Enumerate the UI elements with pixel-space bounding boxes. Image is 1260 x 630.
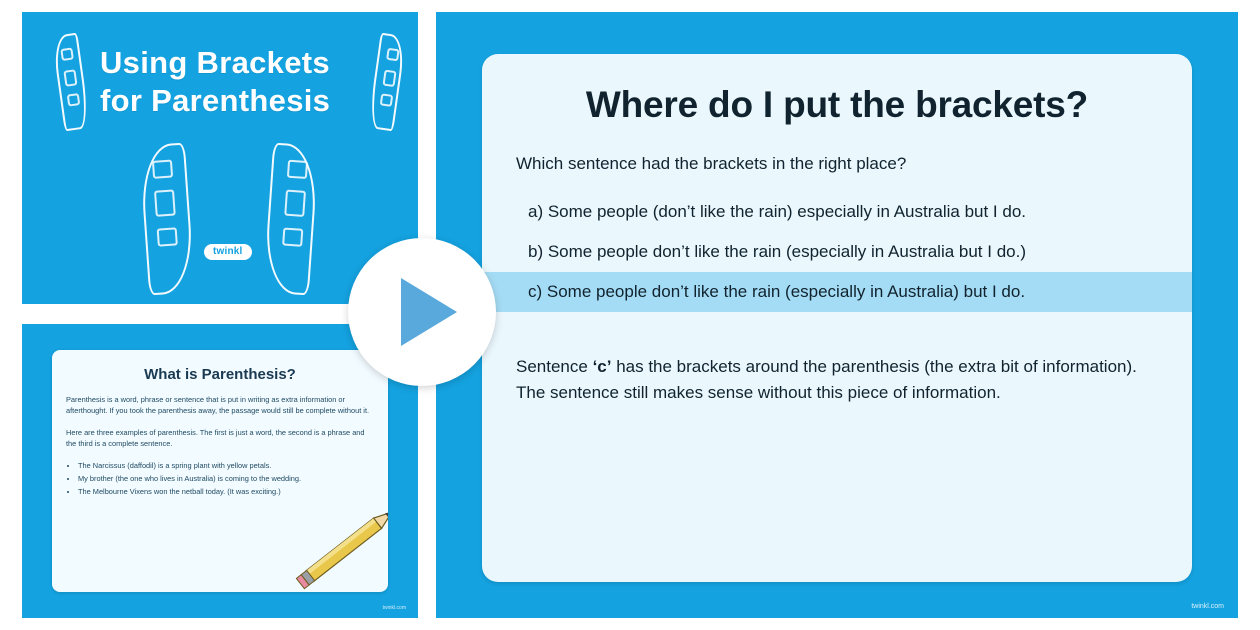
parenthesis-paragraph-2: Here are three examples of parenthesis. The first is just a word, the second is a phrase and the third is a complete sentence. bbox=[66, 428, 365, 449]
explanation-text bbox=[516, 354, 1158, 405]
bracket-decor-bottom-left-icon bbox=[139, 143, 195, 296]
title-slide-thumbnail[interactable] bbox=[22, 12, 418, 304]
bracket-decor-top-left-icon bbox=[51, 33, 90, 132]
info-slide-credit: twinkl.com bbox=[382, 605, 406, 611]
list-item: • The Narcissus (daffodil) is a spring plant with yellow petals. bbox=[78, 460, 374, 472]
parenthesis-card bbox=[52, 350, 388, 592]
play-button[interactable] bbox=[348, 238, 496, 386]
answer-option-b[interactable]: b) Some people don’t like the rain (especially in Australia but I do.) bbox=[528, 242, 1026, 262]
play-icon bbox=[401, 278, 457, 346]
parenthesis-slide-thumbnail[interactable] bbox=[22, 324, 418, 618]
bracket-decor-bottom-right-icon bbox=[263, 143, 319, 296]
answer-options-list bbox=[482, 192, 1192, 312]
list-item: • The Melbourne Vixens won the netball today. (It was exciting.) bbox=[78, 486, 374, 498]
main-slide-card bbox=[482, 54, 1192, 582]
parenthesis-examples-list bbox=[78, 460, 374, 498]
parenthesis-paragraph-1: Parenthesis is a word, phrase or sentence that is put in writing as extra information or afterthought. If you took the parenthesis away, the passage would still be complete without it. bbox=[66, 395, 370, 415]
question-text: Which sentence had the brackets in the right place? bbox=[516, 154, 907, 173]
answer-option-c[interactable]: c) Some people don’t like the rain (especially in Australia) but I do. bbox=[482, 272, 1192, 312]
main-slide-panel bbox=[436, 12, 1238, 618]
title-slide-heading: Using Brackets for Parenthesis bbox=[100, 45, 331, 118]
list-item: • My brother (the one who lives in Australia) is coming to the wedding. bbox=[78, 473, 374, 485]
explanation-prefix: Sentence bbox=[516, 357, 593, 377]
pencil-icon bbox=[288, 502, 388, 592]
page-title: Where do I put the brackets? bbox=[585, 84, 1089, 125]
parenthesis-card-title: What is Parenthesis? bbox=[144, 366, 296, 383]
main-slide-credit: twinkl.com bbox=[1191, 603, 1224, 610]
twinkl-logo: twinkl bbox=[204, 244, 252, 260]
answer-option-a[interactable]: a) Some people (don’t like the rain) especially in Australia but I do. bbox=[528, 202, 1026, 221]
explanation-rest: has the brackets around the parenthesis (the extra bit of information). The sentence still makes sense without this piece of information. bbox=[516, 357, 1137, 402]
explanation-answer-letter: ‘c’ bbox=[592, 357, 612, 377]
